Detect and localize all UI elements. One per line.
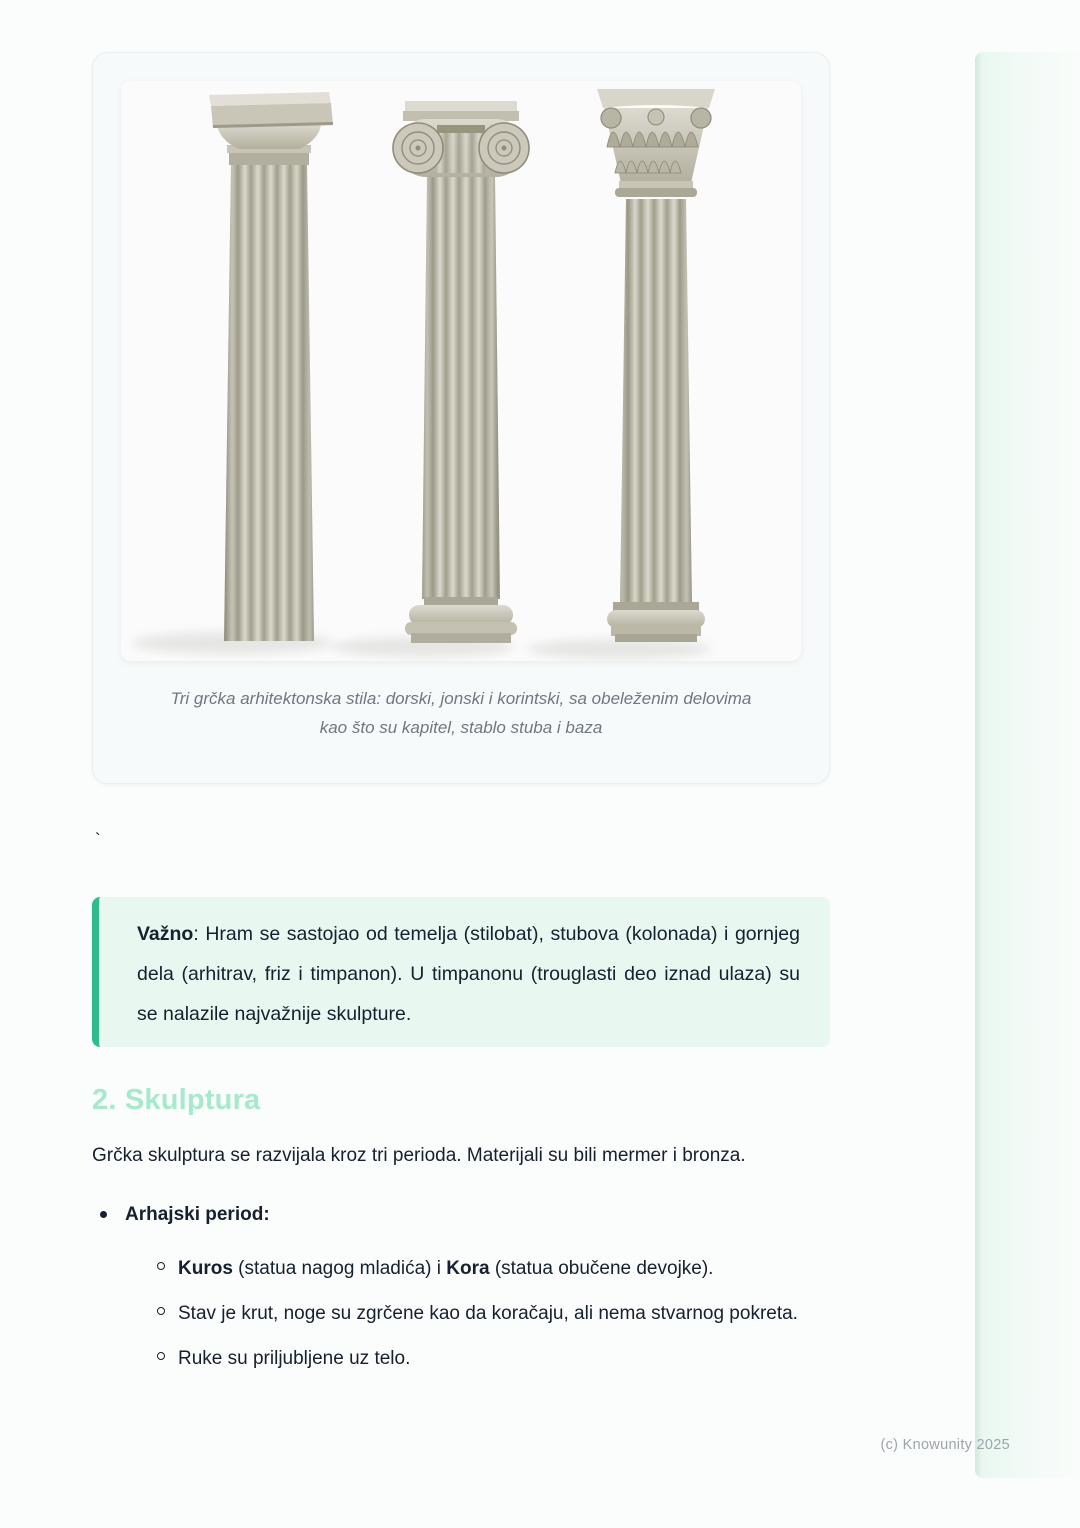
section-heading-skulptura: 2. Skulptura [92,1083,261,1116]
doric-column [209,92,333,641]
caption-line-1: Tri grčka arhitektonska stila: dorski, jonski i korintski, sa obeleženim delovima [170,689,752,708]
sublist-item [157,1298,830,1329]
list-item-label: Arhajski period: [125,1204,270,1226]
sublist-item-text [178,1253,713,1284]
circle-bullet-icon [157,1352,165,1360]
list-item-arhajski [92,1201,830,1228]
period-list [92,1201,830,1374]
greek-columns-illustration [121,81,801,661]
sublist-item [157,1253,830,1284]
term-kora: Kora [446,1258,490,1280]
stray-backtick: ` [95,829,101,849]
right-accent-stripe [975,52,1080,1478]
document-content [92,52,830,1388]
figure-caption [121,685,801,743]
corinthian-column [597,89,715,642]
columns-svg [121,81,801,661]
section-intro: Grčka skulptura se razvijala kroz tri perioda. Materijali su bili mermer i bronza. [92,1144,746,1166]
caption-line-2: kao što su kapitel, stablo stuba i baza [319,717,603,737]
sublist-item-fragment: (statua nagog mladića) i [232,1258,447,1280]
circle-bullet-icon [157,1307,165,1315]
important-callout [92,897,830,1047]
sublist-item [157,1343,830,1374]
callout-text [137,914,800,1034]
sublist-item-fragment: (statua obučene devojke). [489,1258,714,1280]
circle-bullet-icon [157,1262,165,1270]
sublist-item-text: Ruke su priljubljene uz telo. [178,1348,411,1370]
figure-card [92,52,830,784]
term-kuros: Kuros [178,1258,233,1280]
ionic-column [393,101,529,643]
arhajski-sublist [157,1253,830,1374]
copyright-notice: (c) Knowunity 2025 [880,1437,1010,1453]
sublist-item-text: Stav je krut, noge su zgrčene kao da koračaju, ali nema stvarnog pokreta. [178,1303,798,1325]
callout-body: : Hram se sastojao od temelja (stilobat), stubova (kolonada) i gornjeg dela (arhitrav, friz i timpanon). U timpanonu (trouglasti deo iznad ulaza) su se nalazile najvažnije skulpture. [137,922,800,1025]
bullet-icon [100,1211,107,1218]
callout-label: Važno [137,922,194,945]
